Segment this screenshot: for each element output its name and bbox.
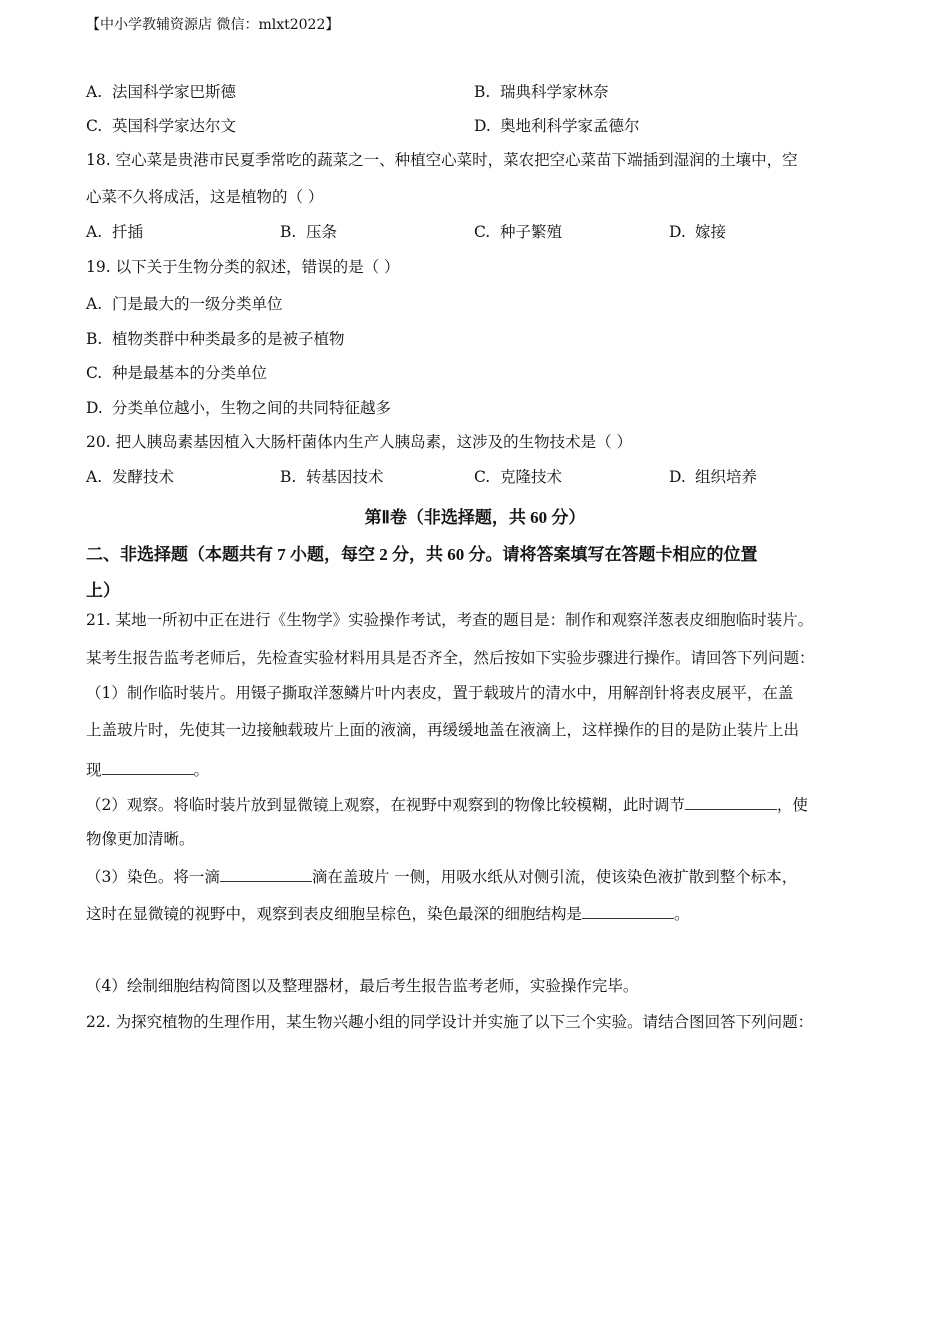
q19-option-a xyxy=(86,297,283,313)
option-key: C. xyxy=(86,364,103,382)
option-text: 压条 xyxy=(306,223,338,241)
option-key: C. xyxy=(86,117,103,135)
q18-option-a xyxy=(86,225,143,241)
text-segment: 滴在盖玻片 一侧，用吸水纸从对侧引流，使该染色液扩散到整个标本， xyxy=(311,868,798,886)
q21-line-7: 物像更加清晰。 xyxy=(86,830,195,848)
section-2-heading-line-1: 二、非选择题（本题共有 7 小题，每空 2 分，共 60 分。请将答案填写在答题卡相应的位置 xyxy=(86,545,758,564)
option-key: D. xyxy=(669,223,686,241)
text-segment: 这时在显微镜的视野中，观察到表皮细胞呈棕色，染色最深的细胞结构是 xyxy=(86,905,583,923)
q21-line-2: 某考生报告监考老师后，先检查实验材料用具是否齐全，然后按如下实验步骤进行操作。请回答下列问题： xyxy=(86,649,815,667)
q21-line-1: 21. 某地一所初中正在进行《生物学》实验操作考试，考查的题目是：制作和观察洋葱表皮细胞临时装片。 xyxy=(86,611,814,629)
q18-option-c xyxy=(474,225,562,241)
text-segment: 。 xyxy=(193,761,210,779)
q20-option-b xyxy=(280,470,384,486)
q21-line-3: （1）制作临时装片。用镊子撕取洋葱鳞片叶内表皮，置于载玻片的清水中，用解剖针将表皮展平，在盖 xyxy=(86,684,794,702)
option-key: C. xyxy=(474,468,491,486)
answer-blank-2[interactable] xyxy=(685,795,777,810)
q18-option-b xyxy=(280,225,337,241)
q20-stem: 20. 把人胰岛素基因植入大肠杆菌体内生产人胰岛素，这涉及的生物技术是（ ） xyxy=(86,433,633,451)
option-text: 植物类群中种类最多的是被子植物 xyxy=(112,330,345,348)
option-text: 分类单位越小，生物之间的共同特征越多 xyxy=(112,399,392,417)
answer-blank-1[interactable] xyxy=(102,760,194,775)
q21-line-6 xyxy=(86,795,808,814)
option-key: D. xyxy=(86,399,103,417)
answer-blank-4[interactable] xyxy=(582,904,674,919)
option-text: 种子繁殖 xyxy=(500,223,563,241)
q22-stem: 22. 为探究植物的生理作用，某生物兴趣小组的同学设计并实施了以下三个实验。请结合图回答下列问题： xyxy=(86,1013,814,1031)
option-text: 奥地利科学家孟德尔 xyxy=(500,117,640,135)
option-key: B. xyxy=(280,468,297,486)
option-key: A. xyxy=(86,295,103,313)
option-text: 英国科学家达尔文 xyxy=(112,117,237,135)
q19-option-d xyxy=(86,401,391,417)
q20-option-a xyxy=(86,470,174,486)
option-key: C. xyxy=(474,223,491,241)
part-2-title: 第Ⅱ卷（非选择题，共 60 分） xyxy=(364,508,586,527)
option-text: 转基因技术 xyxy=(306,468,384,486)
text-segment: （3）染色。将一滴 xyxy=(86,868,220,886)
q19-option-b xyxy=(86,332,345,348)
option-key: B. xyxy=(474,83,491,101)
q18-stem-line-2: 心菜不久将成活，这是植物的（ ） xyxy=(86,188,324,206)
option-text: 法国科学家巴斯德 xyxy=(112,83,237,101)
option-key: B. xyxy=(280,223,297,241)
option-text: 组织培养 xyxy=(695,468,758,486)
option-key: B. xyxy=(86,330,103,348)
option-text: 克隆技术 xyxy=(500,468,563,486)
option-key: A. xyxy=(86,468,103,486)
text-segment: 现 xyxy=(86,761,102,779)
option-text: 嫁接 xyxy=(695,223,727,241)
q17-option-d xyxy=(474,119,640,135)
q20-option-c xyxy=(474,470,562,486)
q17-option-a xyxy=(86,85,236,101)
option-text: 种是最基本的分类单位 xyxy=(112,364,268,382)
q21-line-5 xyxy=(86,760,209,779)
option-key: A. xyxy=(86,83,103,101)
section-2-heading-line-2: 上） xyxy=(86,581,120,600)
option-key: D. xyxy=(474,117,491,135)
q17-option-c xyxy=(86,119,236,135)
q21-line-9 xyxy=(86,904,690,923)
q18-option-d xyxy=(669,225,726,241)
answer-blank-3[interactable] xyxy=(220,867,312,882)
q18-stem-line-1: 18. 空心菜是贵港市民夏季常吃的蔬菜之一、种植空心菜时，菜农把空心菜苗下端插到湿润的土壤中，空 xyxy=(86,151,798,169)
option-key: D. xyxy=(669,468,686,486)
q17-option-b xyxy=(474,85,609,101)
option-text: 门是最大的一级分类单位 xyxy=(112,295,283,313)
text-segment: 。 xyxy=(674,905,690,923)
text-segment: ，使 xyxy=(776,796,808,814)
q21-line-8 xyxy=(86,867,797,886)
option-text: 瑞典科学家林奈 xyxy=(500,83,609,101)
page-header: 【中小学教辅资源店 微信：mlxt2022】 xyxy=(86,17,340,33)
q21-line-4: 上盖玻片时，先使其一边接触载玻片上面的液滴，再缓缓地盖在液滴上，这样操作的目的是防止装片上出 xyxy=(86,721,800,739)
q21-line-10: （4）绘制细胞结构简图以及整理器材，最后考生报告监考老师，实验操作完毕。 xyxy=(86,977,639,995)
option-text: 发酵技术 xyxy=(112,468,175,486)
q20-option-d xyxy=(669,470,757,486)
option-key: A. xyxy=(86,223,103,241)
text-segment: （2）观察。将临时装片放到显微镜上观察，在视野中观察到的物像比较模糊，此时调节 xyxy=(86,796,685,814)
q19-stem: 19. 以下关于生物分类的叙述，错误的是（ ） xyxy=(86,258,400,276)
option-text: 扦插 xyxy=(112,223,144,241)
q19-option-c xyxy=(86,366,267,382)
